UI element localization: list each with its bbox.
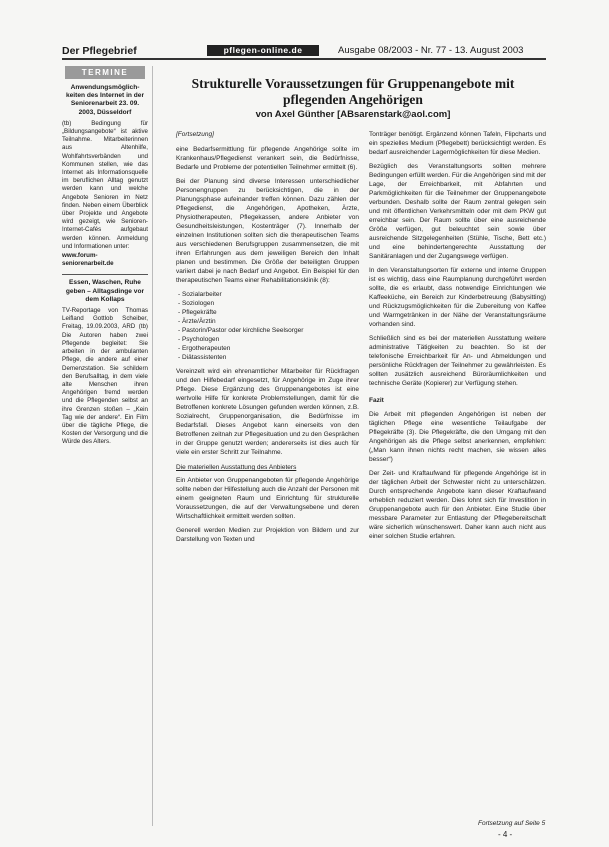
list-item: - Ärzte/Ärztin (178, 318, 216, 325)
article-column-2 (369, 130, 546, 546)
paragraph: Schließlich sind es bei der materiellen Ausstattung weitere administrative Tätigkeiten zu beachten. So ist der telefonische Erreichbarkeit für An- und Abmeldungen und persönliche Rückfragen der Teilnehmer zu gewährleisten. Es sollten zusätzlich ausreichend Büroräumlichkeiten und technische Geräte (Kopierer) zur Verfügung stehen. (369, 335, 546, 387)
article-author: von Axel Günther [ABsarenstark@aol.com] (255, 109, 451, 120)
paragraph: Bezüglich des Veranstaltungsorts sollten mehrere Bedingungen erfüllt werden. Für die Angehörigen sind mit der Lage, der Erreichbarkeit, mit Abfahrten und Parkmöglichkeiten für die Teilnehmer der Gruppenangebote verbunden. Deshalb sollte der Raum zentral gelegen sein und mit öffentlichen Verkehrsmitteln oder mit dem PKW gut erreichbar sein. Der Raum sollte über eine ausreichende Größe verfügen, gut beleuchtet sein sowie über ausreichende Sitzgelegenheiten (Stühle, Tische, Bett etc.) und eine behindertengerechte Ausstattung der Sanitäranlagen und der Zugangswege verfügen. (369, 163, 546, 260)
list-item: - Pflegekräfte (178, 309, 217, 316)
continuation-note: [Fortsetzung] (176, 131, 214, 138)
masthead-logo: pflegen-online.de (207, 45, 319, 56)
list-item: - Psychologen (178, 336, 220, 343)
sidebar (62, 66, 148, 447)
paragraph: In den Veranstaltungsorten für externe und interne Gruppen ist es wichtig, dass eine Raumplanung durchgeführt werden sollte, die es erlaubt, dass notwendige Einrichtungen wie Kaffeeküche, ein Bereich zur Kinderbetreuung (Babysitting) und Rückzugsmöglichkeiten für die Zubereitung von Kaffee und Warmgetränken in der Nähe der Veranstaltungsräume vorhanden sind. (369, 267, 546, 328)
section-heading: Fazit (369, 397, 384, 404)
paragraph: eine Bedarfsermittlung für pflegende Angehörige sollte im Krankenhaus/Pflegedienst verankert sein, die Bedürfnisse, Bedarfe und Probleme der potentiellen Teilnehmer ermittelt (6). (176, 146, 359, 171)
page-number: - 4 - (498, 830, 513, 839)
paragraph: Die Arbeit mit pflegenden Angehörigen ist neben der täglichen Pflege eine wesentliche Teilaufgabe der Pflegekräfte (3). Die Pflegekräfte, die den Umgang mit den Angehörigen als die Pflege selbst anerkennen, empfehlen: („Man kann ihnen nichts recht machen, sie wissen alles besser“) (369, 411, 546, 463)
sidebar-divider (62, 274, 148, 275)
paragraph: Bei der Planung sind diverse Interessen unterschiedlicher Personengruppen zu berücksichtigen, die in der Planungsphase aufeinander treffen können. Dazu zählen der Pflegedienst, die Angehörigen, Apotheken, Ärzte, Physiotherapeuten, Pflegekassen, andere Anbieter von Gesundheitsleistungen, Kostenträger (7). Innerhalb der einzelnen Institutionen sollten sich die therapeutischen Teams aus verschiedenen Berufsgruppen zusammensetzen, die mit ihren Erfahrungen aus dem jeweiligen Bereich den Inhalt planen und bestimmen. Die Größe der beteiligten Gruppen variiert dabei je nach Bedarf und Angebot. Ein Beispiel für den therapeutischen Teams einer Rehabilitationsklinik (8): (176, 178, 359, 284)
column-divider (152, 66, 153, 826)
event-title: Anwendungsmöglich-keiten des Internet in der Seniorenarbeit 23. 09. 2003, Düsseldorf (65, 84, 145, 116)
paragraph: Tonträger benötigt. Ergänzend können Tafeln, Flipcharts und ein spezielles Medium (Pflegebett) berücksichtigt werden. Es bedarf ausreichender Lagermöglichkeiten für diese Medien. (369, 131, 546, 156)
termine-badge: TERMINE (65, 66, 145, 79)
masthead-rule (62, 58, 546, 60)
paragraph: Ein Anbieter von Gruppenangeboten für pflegende Angehörige sollte neben der Hilfestellung auch die Anzahl der Personen mit einem geeigneten Raum und Einrichtung für strukturelle Voraussetzungen, die auf der Verwaltungsebene und deren Wirtschaftlichkeit ermittelt werden sollten. (176, 477, 359, 520)
paragraph: Vereinzelt wird ein ehrenamtlicher Mitarbeiter für Rückfragen und den Hilfebedarf eingesetzt, für Angehörige im Zuge ihrer Pflege. Diese Ergänzung des Gruppenangebotes ist eine wertvolle Hilfe für konkrete Problemstellungen, damit für die Betroffenen konkrete Lösungen gefunden werden können, z.B. Sozialrecht, Gruppenorganisation, die Bedürfnisse im Bedarfsfall. Dieses Angebot kann einerseits von den Betroffenen zeitnah zur Pflegesituation und zu den Gesprächen in der Gruppe genutzt werden; andererseits ist dies auch für viele ein erster Schritt zur Teilnahme. (176, 368, 359, 456)
event-title: Essen, Waschen, Ruhe geben – Alltagsdinge vor dem Kollaps (65, 279, 145, 303)
profession-list (176, 290, 359, 362)
list-item: - Pastorin/Pastor oder kirchliche Seelsorger (178, 327, 304, 334)
paragraph: Generell werden Medien zur Projektion von Bildern und zur Darstellung von Texten und (176, 527, 359, 543)
event-text: TV-Reportage von Thomas Leifland Gottlob Scheiber, Freitag, 19.09.2003, ARD (tb) Die Autoren haben zwei Pflegende begleitet: Sie arbeiten in der ambulanten Pflege, die andere auf einer Demenzstation. Sie schildern den Berufsalltag, in dem viele alte Menschen ihren Angehörigen fremd werden und die Pflegenden selbst an ihre Grenzen stoßen – „Kein Tag wie der andere“. Ein Film über die tägliche Pflege, die Kosten der Versorgung und die Würde des Alters. (62, 307, 148, 446)
section-heading: Die materiellen Ausstattung des Anbieters (176, 464, 297, 471)
article-column-1 (176, 130, 359, 549)
list-item: - Soziologen (178, 300, 215, 307)
masthead-issue: Ausgabe 08/2003 - Nr. 77 - 13. August 2003 (338, 45, 524, 56)
event-text: (tb) Bedingung für „Bildungsangebote“ ist aktive Teilnahme. Mitarbeiterinnen aus Altenhilfe, Wohlfahrtsverbänden und Kommunen stellen, wie das Internet als Informationsquelle im beruflichen Alltag genutzt werden kann und welche Angebote Senioren im Netz finden. Neben einem Überblick über Projekte und Angebote wird gezeigt, wie Senioren-Internet-Cafés aufgebaut werden können. Anmeldung und Informationen unter: (62, 119, 148, 250)
event-link[interactable]: www.forum-seniorenarbeit.de (62, 252, 114, 268)
article-title: Strukturelle Voraussetzungen für Gruppenangebote mit pflegenden Angehörigen (191, 76, 515, 107)
paragraph: Der Zeit- und Kraftaufwand für pflegende Angehörige ist in der täglichen Arbeit der Schwester nicht zu unterschätzen. Durch entsprechende Angebote kann dieser Kraftaufwand erheblich reduziert werden. Dies lohnt sich für Investition in Gruppenangebote auch für den Anbieter. Eine Studie über messbare Parameter zur Entlastung der Pflegebereitschaft wäre sicherlich wünschenswert. Daher kann auch nicht aus einer solchen Studie erfahren. (369, 470, 546, 540)
masthead-publication: Der Pflegebrief (62, 45, 137, 57)
list-item: - Sozialarbeiter (178, 291, 222, 298)
list-item: - Diätassistenten (178, 354, 227, 361)
continued-note: Fortsetzung auf Seite 5 (478, 820, 546, 827)
list-item: - Ergotherapeuten (178, 345, 231, 352)
